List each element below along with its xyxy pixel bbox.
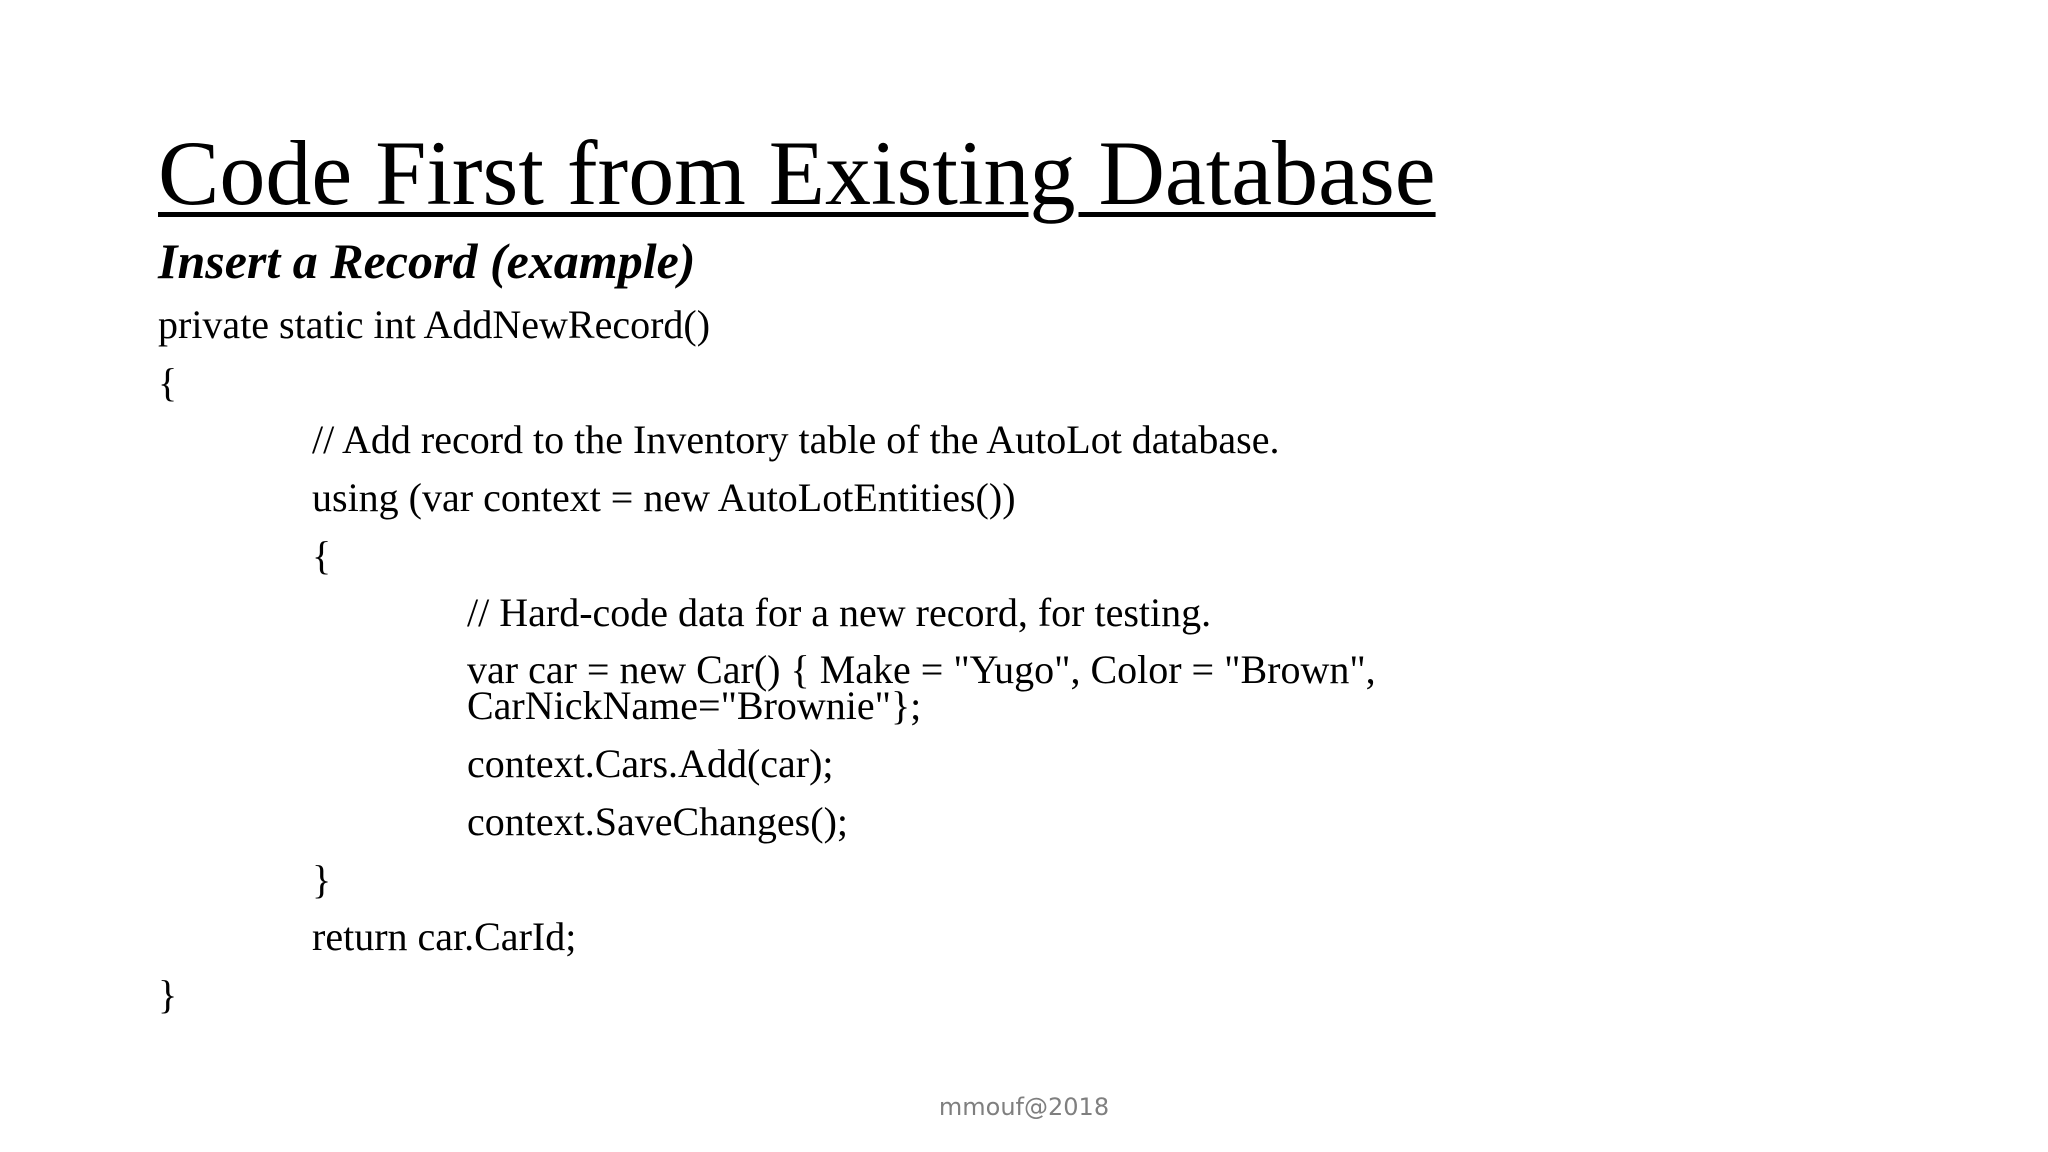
code-line-close-brace: } bbox=[158, 972, 178, 1017]
code-line-open-brace: { bbox=[158, 360, 178, 405]
code-line-using-open-brace: { bbox=[312, 533, 332, 578]
code-line-save-changes: context.SaveChanges(); bbox=[467, 799, 848, 844]
code-line-using-close-brace: } bbox=[312, 857, 332, 902]
code-line-new-car-continued: CarNickName="Brownie"}; bbox=[467, 683, 922, 728]
code-line-cars-add: context.Cars.Add(car); bbox=[467, 741, 834, 786]
slide-subtitle: Insert a Record (example) bbox=[158, 233, 696, 289]
code-line-comment-hard-code: // Hard-code data for a new record, for testing. bbox=[467, 590, 1212, 635]
code-line-return: return car.CarId; bbox=[312, 914, 577, 959]
code-line-comment-add-record: // Add record to the Inventory table of the AutoLot database. bbox=[312, 417, 1280, 462]
code-line-using-context: using (var context = new AutoLotEntities()) bbox=[312, 475, 1016, 520]
code-line-new-car: var car = new Car() { Make = "Yugo", Color = "Brown", bbox=[467, 647, 1376, 692]
code-line-method-signature: private static int AddNewRecord() bbox=[158, 302, 711, 347]
slide-title: Code First from Existing Database bbox=[158, 122, 1436, 224]
slide-footer: mmouf@2018 bbox=[938, 1093, 1110, 1121]
